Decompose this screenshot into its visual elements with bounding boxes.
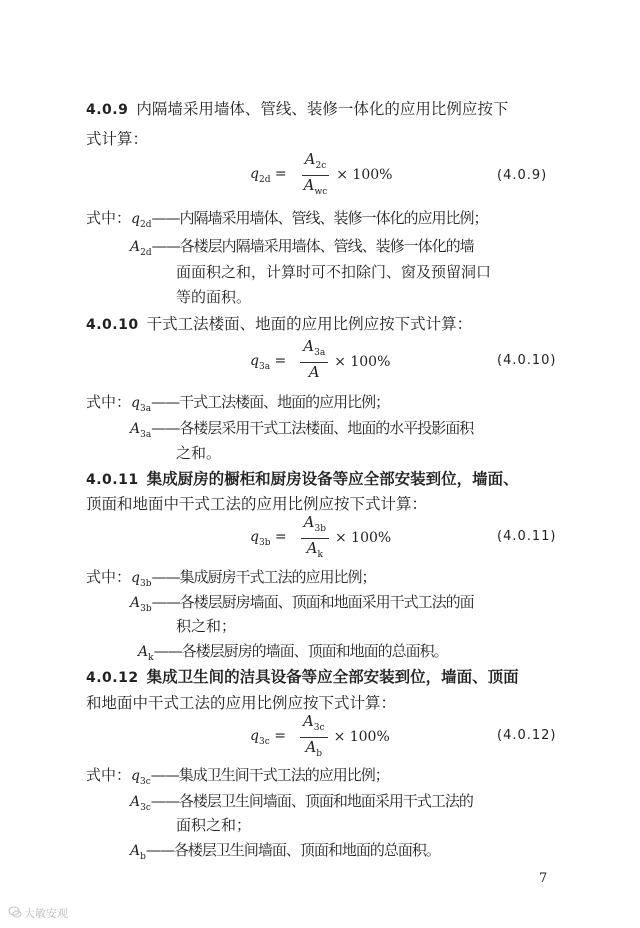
page-number: 7	[539, 871, 548, 886]
definition-row: $A_k——$各楼层厨房的墙面、顶面和地面的总面积。	[138, 642, 448, 663]
watermark	[8, 905, 68, 921]
definition-row: $A_{3a}——$各楼层采用干式工法楼面、地面的水平投影面积	[130, 419, 474, 440]
definition-row: 式中：$q_{3c}——$集成卫生间干式工法的应用比例；	[86, 766, 389, 787]
clause-4-0-11-title: 4.0.11 集成厨房的橱柜和厨房设备等应全部安装到位，墙面、	[86, 469, 519, 488]
definition-row: $A_{3c}——$各楼层卫生间墙面、顶面和地面采用干式工法的	[130, 792, 473, 813]
definition-row: 式中：$q_{2d}——$内隔墙采用墙体、管线、装修一体化的应用比例；	[86, 209, 488, 230]
clause-text: 内隔墙采用墙体、管线、装修一体化的应用比例应按下	[136, 100, 509, 118]
equation-number: (4.0.11)	[497, 529, 557, 544]
formula-4-0-11: $q_{3b}$ = $\frac{A_{3b}}{A_k}$ × 100%	[250, 512, 392, 560]
definition-row: $A_b——$各楼层卫生间墙面、顶面和地面的总面积。	[130, 841, 440, 862]
definition-row-cont: 之和。	[176, 444, 222, 462]
definition-row: $A_{3b}——$各楼层厨房墙面、顶面和地面采用干式工法的面	[130, 593, 474, 614]
times-100-percent: × 100%	[336, 167, 393, 183]
formula-4-0-10: $q_{3a}$ = $\frac{A_{3a}}{A}$ × 100%	[250, 336, 391, 381]
wechat-icon	[8, 905, 22, 919]
formula-4-0-9	[250, 149, 393, 197]
denominator: $A_{wc}$	[303, 175, 328, 197]
definition-row: $A_{2d}——$各楼层内隔墙采用墙体、管线、装修一体化的墙	[130, 237, 474, 258]
clause-4-0-9-title	[86, 98, 508, 121]
definition-row-cont: 面积之和；	[176, 816, 252, 834]
clause-4-0-11-title-cont: 顶面和地面中干式工法的应用比例应按下式计算：	[86, 495, 428, 513]
clause-4-0-12-title-cont: 和地面中干式工法的应用比例应按下式计算：	[86, 694, 397, 712]
clause-4-0-12-title: 4.0.12 集成卫生间的洁具设备等应全部安装到位，墙面、顶面	[86, 667, 519, 686]
formula-4-0-12: $q_{3c}$ = $\frac{A_{3c}}{A_b}$ × 100%	[250, 711, 390, 759]
equation-number: (4.0.10)	[497, 353, 557, 368]
clause-4-0-10-title: 4.0.10 干式工法楼面、地面的应用比例应按下式计算：	[86, 315, 473, 333]
definition-row-cont: 面面积之和，计算时可不扣除门、窗及预留洞口	[176, 263, 492, 281]
equation-number: (4.0.12)	[497, 728, 557, 743]
definition-row-cont: 等的面积。	[176, 288, 252, 306]
clause-number: 4.0.9	[86, 102, 129, 118]
definition-row: 式中：$q_{3b}——$集成厨房干式工法的应用比例；	[86, 568, 376, 589]
definition-row: 式中：$q_{3a}——$干式工法楼面、地面的应用比例；	[86, 393, 390, 414]
equation-number: (4.0.9)	[497, 168, 548, 183]
fraction	[301, 150, 331, 201]
clause-4-0-9-title-cont: 式计算：	[86, 130, 149, 148]
definition-row-cont: 积之和；	[176, 617, 237, 635]
numerator: $A_{2c}$	[302, 150, 330, 176]
watermark-text: 大敏安观	[24, 907, 68, 920]
formula-lhs: $q_{2d}$ =	[250, 165, 287, 185]
